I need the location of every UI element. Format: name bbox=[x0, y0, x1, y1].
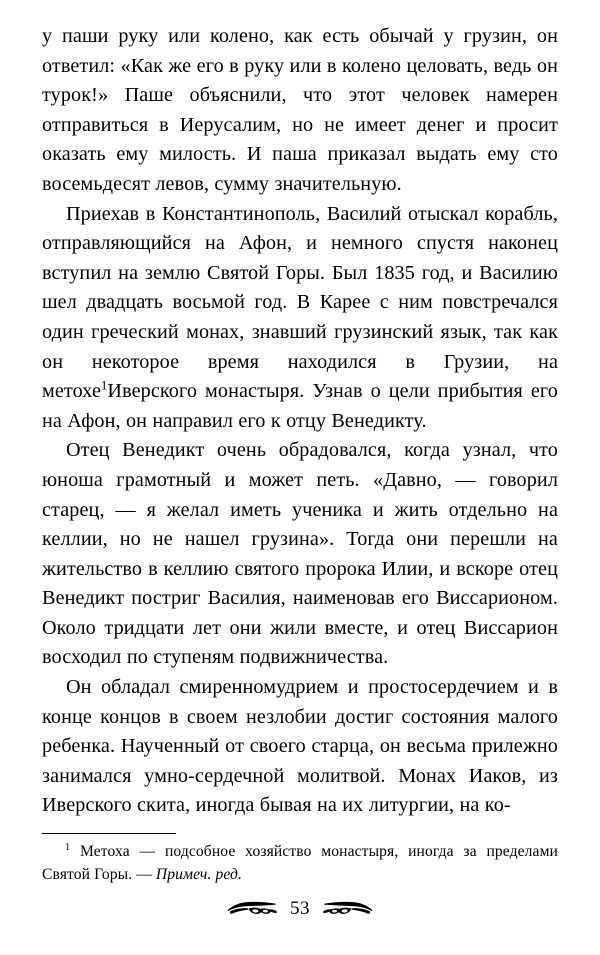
footnote-attribution: Примеч. ред. bbox=[155, 865, 242, 883]
page-number: 53 bbox=[290, 897, 310, 919]
paragraph-text-after-footnote-ref: Иверского монастыря. Узнав о цели прибытия его на Афон, он направил его к отцу Венедикту. bbox=[42, 380, 558, 432]
footnote-reference-marker[interactable]: 1 bbox=[101, 378, 108, 393]
leaf-flourish-icon bbox=[227, 898, 279, 918]
paragraph-constantinople bbox=[42, 200, 558, 437]
paragraph-text-before-footnote-ref: Приехав в Константинополь, Василий отыскал корабль, отправляющийся на Афон, и немного спустя наконец вступил на землю Святой Горы. Был 1835 год, и Василию шел двадцать восьмой год. В Карее с ним повстречался один греческий монах, знавший грузинский язык, так как он некоторое время находился в Грузии, на метохе bbox=[42, 202, 558, 403]
footnote-block bbox=[42, 833, 558, 886]
footnote-separator-rule bbox=[42, 833, 176, 834]
paragraph-father-benedict: Отец Венедикт очень обрадовался, когда узнал, что юноша грамотный и может петь. «Давно, — говорил старец, — я желал иметь ученика и жить отдельно на келлии, но не нашел грузина». Тогда они перешли на жительство в келлию святого пророка Илии, и вскоре отец Венедикт постриг Василия, наименовав его Виссарионом. Около тридцати лет они жили вместе, и отец Виссарион восходил по ступеням подвижничества. bbox=[42, 439, 558, 669]
leaf-flourish-icon bbox=[321, 898, 373, 918]
page-footer-folio bbox=[0, 898, 600, 918]
footnote-body: Метоха — подсобное хозяйство монастыря, иногда за пределами Святой Горы. — bbox=[42, 843, 558, 883]
paragraph-humility: Он обладал смиренномудрием и простосердечием и в конце концов в своем незлобии достиг состояния малого ребенка. Наученный от своего старца, он весьма прилежно занимался умно-сердечной молитвой. Монах Иаков, из Иверского скита, иногда бывая на их литургии, на ко- bbox=[42, 676, 558, 817]
footnote-text bbox=[42, 841, 558, 886]
body-text-column bbox=[42, 22, 558, 821]
footnote-number: 1 bbox=[65, 841, 71, 853]
paragraph-continuation: у паши руку или колено, как есть обычай у грузин, он ответил: «Как же его в руку или в колено целовать, ведь он турок!» Паше объяснили, что этот человек намерен отправиться в Иерусалим, но не имеет денег и просит оказать ему милость. И паша приказал выдать ему сто восемьдесят левов, сумму значительную. bbox=[42, 25, 558, 195]
